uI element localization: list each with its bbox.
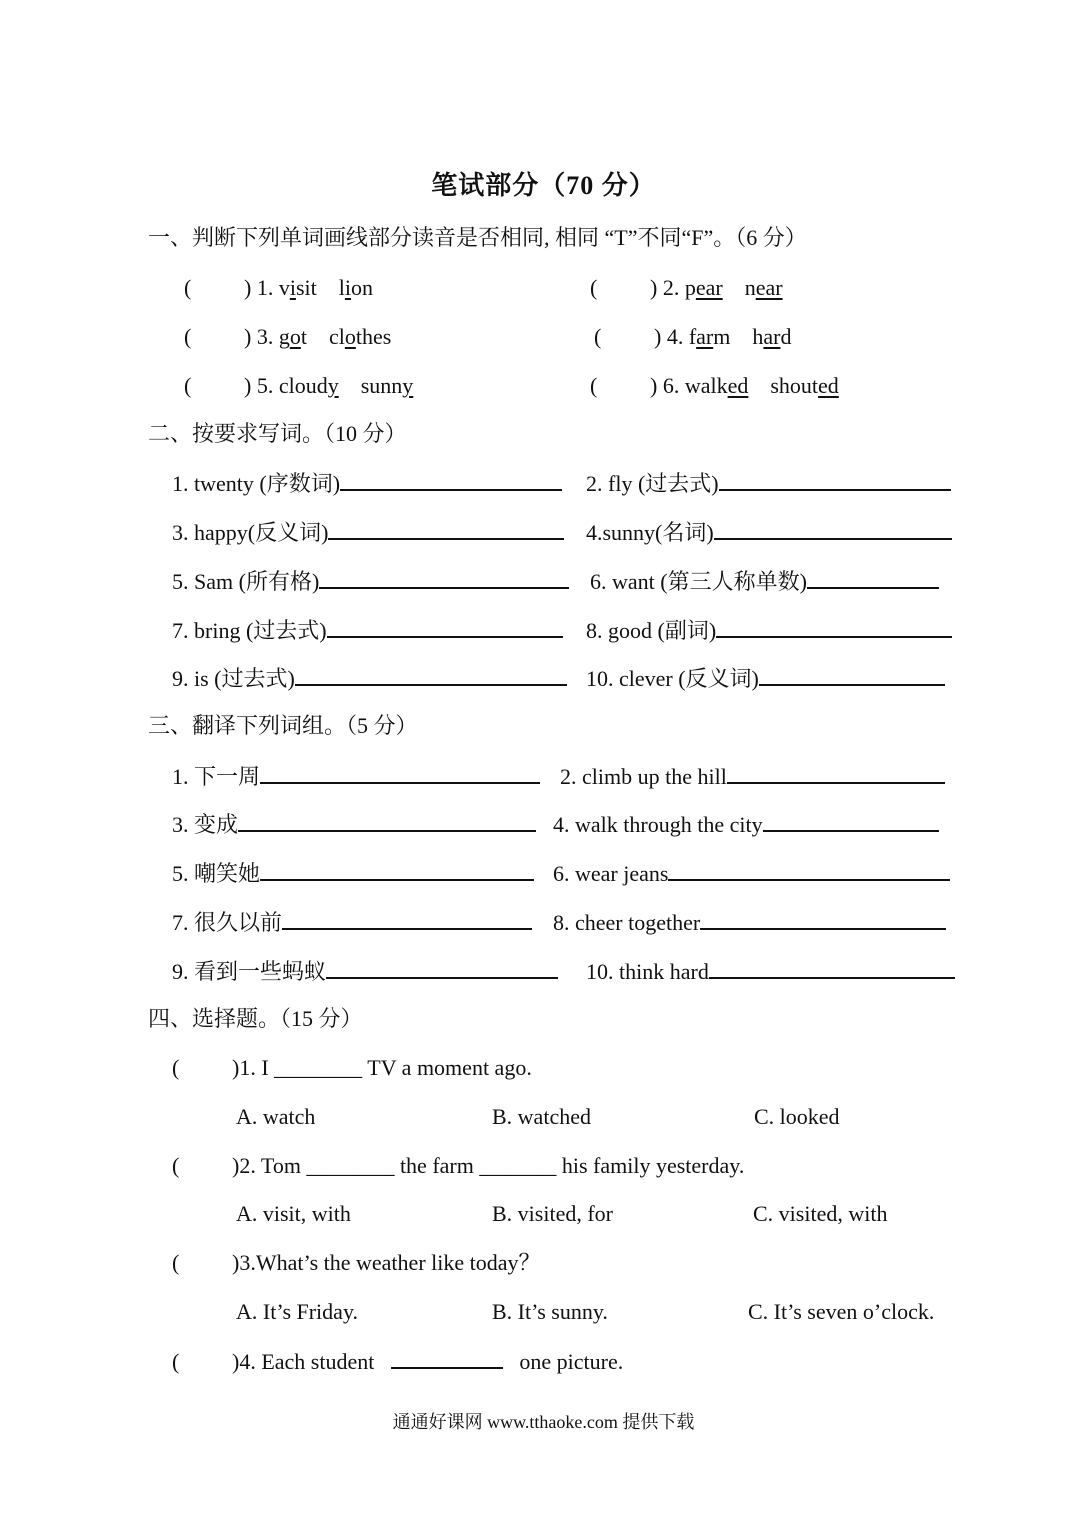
question-text: )4. Each student	[232, 1349, 375, 1374]
answer-blank[interactable]	[260, 859, 534, 881]
word-1: got	[278, 324, 307, 349]
answer-blank[interactable]	[238, 810, 536, 832]
word-2: shouted	[770, 373, 839, 398]
answer-blank[interactable]	[719, 469, 951, 491]
answer-blank[interactable]	[391, 1347, 503, 1369]
s1-item-6	[590, 372, 839, 400]
s4-question-2	[172, 1152, 744, 1180]
word-1: visit	[278, 275, 317, 300]
s4-question-1	[172, 1054, 532, 1082]
s4-question-3	[172, 1249, 541, 1277]
prompt: 1. 下一周	[172, 764, 261, 789]
answer-blank[interactable]	[714, 518, 952, 540]
prompt: 2. climb up the hill	[560, 764, 727, 789]
prompt: 3. 变成	[172, 812, 239, 837]
word-1: cloudy	[278, 373, 339, 398]
paren-open: (	[594, 324, 602, 349]
paren-open: (	[172, 1250, 180, 1275]
paren-open: (	[590, 373, 598, 398]
section-1-heading: 一、判断下列单词画线部分读音是否相同, 相同 “T”不同“F”。（6 分）	[148, 225, 807, 250]
paren-open: (	[172, 1055, 180, 1080]
answer-blank[interactable]	[319, 567, 569, 589]
s1-item-1	[184, 274, 373, 302]
prompt: 3. happy(反义词)	[172, 520, 329, 545]
prompt: 8. cheer together	[553, 910, 701, 935]
prompt: 1. twenty (序数词)	[172, 471, 341, 496]
answer-blank[interactable]	[716, 616, 952, 638]
s1-item-2	[590, 274, 783, 302]
prompt: 8. good (副词)	[586, 618, 717, 643]
s4-q2-option-a[interactable]: A. visit, with	[236, 1201, 351, 1226]
s4-q2-option-b[interactable]: B. visited, for	[492, 1201, 613, 1226]
word-2: hard	[752, 324, 792, 349]
word-2: near	[744, 275, 783, 300]
s4-q1-option-a[interactable]: A. watch	[236, 1104, 316, 1129]
prompt: 7. bring (过去式)	[172, 618, 327, 643]
paren-open: (	[590, 275, 598, 300]
s4-q1-option-c[interactable]: C. looked	[754, 1104, 840, 1129]
answer-blank[interactable]	[295, 664, 567, 686]
question-text-end: one picture.	[519, 1349, 624, 1374]
item-number: ) 4.	[654, 324, 689, 349]
answer-blank[interactable]	[282, 908, 532, 930]
section-4-heading: 四、选择题。（15 分）	[148, 1006, 363, 1031]
section-3-heading: 三、翻译下列词组。（5 分）	[148, 713, 418, 738]
prompt: 6. wear jeans	[553, 861, 669, 886]
word-2: sunny	[360, 373, 414, 398]
prompt: 9. is (过去式)	[172, 666, 295, 691]
answer-blank[interactable]	[763, 810, 939, 832]
word-1: pear	[684, 275, 723, 300]
item-number: ) 2.	[650, 275, 685, 300]
answer-blank[interactable]	[759, 664, 945, 686]
paren-open: (	[184, 373, 192, 398]
page-title: 笔试部分（70 分）	[431, 171, 656, 200]
s4-q3-option-a[interactable]: A. It’s Friday.	[236, 1299, 359, 1324]
footer-credit: 通通好课网 www.tthaoke.com 提供下载	[392, 1412, 695, 1432]
paren-open: (	[172, 1153, 180, 1178]
item-number: ) 3.	[244, 324, 279, 349]
prompt: 10. clever (反义词)	[586, 666, 759, 691]
answer-blank[interactable]	[327, 616, 563, 638]
answer-blank[interactable]	[668, 859, 950, 881]
word-1: walked	[684, 373, 749, 398]
word-2: clothes	[328, 324, 392, 349]
answer-blank[interactable]	[807, 567, 939, 589]
s1-item-3	[184, 323, 391, 351]
answer-blank[interactable]	[709, 957, 955, 979]
section-2-heading: 二、按要求写词。（10 分）	[148, 421, 407, 446]
paren-open: (	[172, 1349, 180, 1374]
question-text: )3.What’s the weather like today？	[232, 1250, 541, 1275]
answer-blank[interactable]	[340, 469, 562, 491]
word-2: lion	[338, 275, 373, 300]
answer-blank[interactable]	[326, 957, 558, 979]
prompt: 4. walk through the city	[553, 812, 763, 837]
question-text: )2. Tom ________ the farm _______ his family yesterday.	[232, 1153, 745, 1178]
s1-item-4	[594, 323, 791, 351]
item-number: ) 1.	[244, 275, 279, 300]
prompt: 7. 很久以前	[172, 910, 283, 935]
prompt: 2. fly (过去式)	[586, 471, 719, 496]
question-text: )1. I ________ TV a moment ago.	[232, 1055, 532, 1080]
s4-q3-option-c[interactable]: C. It’s seven o’clock.	[748, 1299, 935, 1324]
word-1: farm	[688, 324, 731, 349]
prompt: 4.sunny(名词)	[586, 520, 714, 545]
prompt: 10. think hard	[586, 959, 709, 984]
prompt: 9. 看到一些蚂蚁	[172, 959, 327, 984]
prompt: 5. Sam (所有格)	[172, 569, 320, 594]
answer-blank[interactable]	[700, 908, 946, 930]
prompt: 5. 嘲笑她	[172, 861, 261, 886]
answer-blank[interactable]	[260, 762, 540, 784]
paren-open: (	[184, 275, 192, 300]
s4-q2-option-c[interactable]: C. visited, with	[753, 1201, 888, 1226]
s4-q1-option-b[interactable]: B. watched	[492, 1104, 591, 1129]
item-number: ) 5.	[244, 373, 279, 398]
s1-item-5	[184, 372, 413, 400]
s4-q3-option-b[interactable]: B. It’s sunny.	[492, 1299, 608, 1324]
prompt: 6. want (第三人称单数)	[590, 569, 807, 594]
s4-question-4	[172, 1347, 623, 1376]
paren-open: (	[184, 324, 192, 349]
answer-blank[interactable]	[328, 518, 564, 540]
item-number: ) 6.	[650, 373, 685, 398]
answer-blank[interactable]	[727, 762, 945, 784]
